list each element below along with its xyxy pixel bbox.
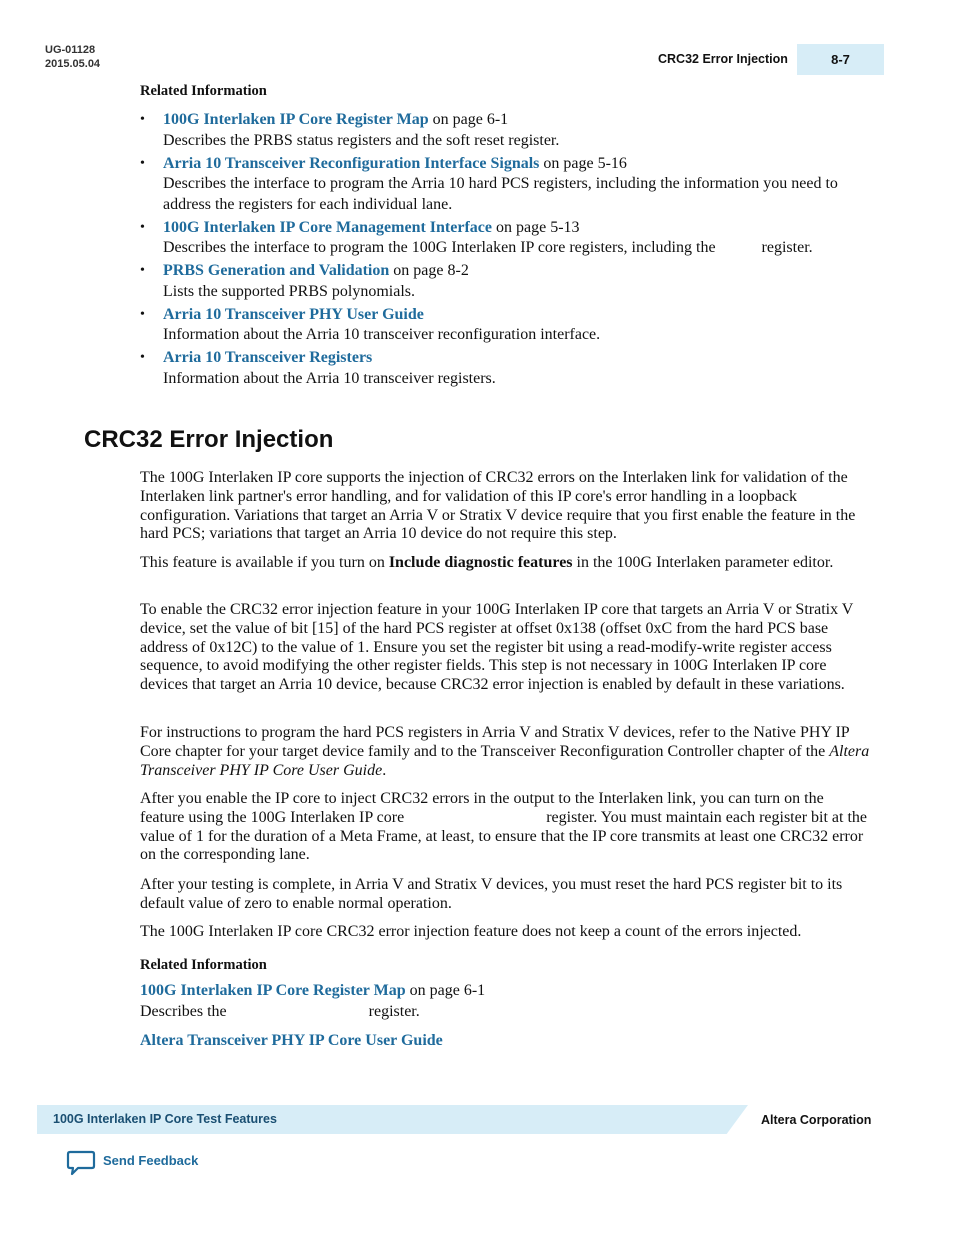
p4-text-after: . <box>382 761 387 779</box>
list-item <box>140 261 880 302</box>
paragraph-7-text: The 100G Interlaken IP core CRC32 error injection feature does not keep a count of the errors injected. <box>140 923 802 940</box>
related-info-list <box>140 110 880 392</box>
footer-chapter: 100G Interlaken IP Core Test Features <box>53 1112 277 1126</box>
item-description-end: register. <box>368 1003 420 1020</box>
list-item <box>140 110 880 151</box>
page-number: 8-7 <box>831 52 850 67</box>
doc-date: 2015.05.04 <box>45 58 101 70</box>
feedback-icon[interactable] <box>66 1150 96 1181</box>
paragraph-3-text: To enable the CRC32 error injection feature in your 100G Interlaken IP core that targets an Arria V or Stratix V device, set the value of bit [15] of the hard PCS register at offset 0x138 (offset 0xC from the hard PCS base address of 0x12C) to the value of 1. Ensure you set the register bit using a read-modify-write register access sequence, to avoid modifying the other register fields. This step is not necessary in 100G Interlaken IP core devices that target an Arria 10 device, because CRC32 error injection is enabled by default in these variations. <box>140 601 854 694</box>
page-ref: on page 5-16 <box>539 154 627 172</box>
p2-bold-option: Include diagnostic features <box>388 554 573 571</box>
item-description: Information about the Arria 10 transceiver reconfiguration interface. <box>163 326 601 343</box>
page-ref: on page 8-2 <box>389 262 469 279</box>
page-ref: on page 5-13 <box>491 218 580 236</box>
paragraph-5 <box>140 790 872 865</box>
paragraph-6-text: After your testing is complete, in Arria V and Stratix V devices, you must reset the hard PCS register bit to its default value of zero to enable normal operation. <box>140 876 843 912</box>
footer-company: Altera Corporation <box>761 1113 872 1127</box>
paragraph-4 <box>140 724 872 780</box>
doc-id-block <box>45 43 100 71</box>
link-register-map-bottom[interactable]: 100G Interlaken IP Core Register Map <box>140 982 406 999</box>
related-bottom-entry <box>140 980 840 1022</box>
related-bottom-entry-2 <box>140 1031 443 1050</box>
page-ref: on page 6-1 <box>405 982 486 999</box>
item-description: Lists the supported PRBS polynomials. <box>163 282 416 300</box>
item-description: Describes the <box>140 1003 227 1020</box>
related-info-heading-bottom: Related Information <box>140 957 267 973</box>
doc-id: UG-01128 <box>45 44 96 56</box>
paragraph-7 <box>140 923 872 942</box>
related-info-heading: Related Information <box>140 83 267 99</box>
p4-italic-title: Altera Transceiver PHY IP Core User Guide <box>140 742 870 779</box>
p5-text-before: After you enable the IP core to inject CRC32 errors in the output to the Interlaken link, you can turn on the feature using the 100G Interlaken IP core <box>140 790 824 826</box>
link-management-interface[interactable]: 100G Interlaken IP Core Management Interface <box>163 218 492 236</box>
link-altera-phy-user-guide[interactable]: Altera Transceiver PHY IP Core User Guide <box>140 1032 443 1049</box>
page-ref: on page 6-1 <box>428 111 509 128</box>
p2-text-after: in the 100G Interlaken parameter editor. <box>572 554 834 571</box>
item-description: Information about the Arria 10 transceiver registers. <box>163 369 496 387</box>
send-feedback-link[interactable]: Send Feedback <box>103 1153 199 1168</box>
p4-text-before: For instructions to program the hard PCS registers in Arria V and Stratix V devices, refer to the Native PHY IP Core chapter for your target device family and to the Transceiver Reconfiguration Controller chapter of the <box>140 724 850 760</box>
paragraph-1 <box>140 469 872 544</box>
list-item <box>140 305 880 346</box>
link-prbs-generation[interactable]: PRBS Generation and Validation <box>163 262 390 279</box>
list-item <box>140 218 880 259</box>
paragraph-1-text: The 100G Interlaken IP core supports the injection of CRC32 errors on the Interlaken link for validation of the Interlaken link partner's error handling, and for validation of this IP core's error handling in a loopback configuration. Variations that target an Arria V or Stratix V device require that you first enable the feature in the hard PCS; variations that target an Arria 10 device do not require this step. <box>140 469 856 543</box>
list-item <box>140 154 880 216</box>
link-transceiver-phy-user-guide[interactable]: Arria 10 Transceiver PHY User Guide <box>163 305 424 323</box>
item-description: Describes the interface to program the Arria 10 hard PCS registers, including the information you need to address the registers for each individual lane. <box>163 175 838 213</box>
link-register-map[interactable]: 100G Interlaken IP Core Register Map <box>163 111 429 128</box>
p2-text-before: This feature is available if you turn on <box>140 554 389 571</box>
item-description-end: register. <box>761 239 813 256</box>
paragraph-3 <box>140 601 872 695</box>
section-title: CRC32 Error Injection <box>84 426 334 453</box>
paragraph-6 <box>140 876 872 914</box>
link-transceiver-registers[interactable]: Arria 10 Transceiver Registers <box>163 349 373 366</box>
item-description: Describes the interface to program the 100G Interlaken IP core registers, including the <box>163 239 716 256</box>
p5-text-after: register. You must maintain each register bit at the value of 1 for the duration of a Meta Frame, at least, to ensure that the IP core transmits at least one CRC32 error on the corresponding lane. <box>140 808 868 864</box>
paragraph-2 <box>140 554 872 573</box>
header-section-title: CRC32 Error Injection <box>658 52 788 66</box>
list-item <box>140 348 880 389</box>
item-description: Describes the PRBS status registers and the soft reset register. <box>163 131 560 149</box>
link-reconfig-interface-signals[interactable]: Arria 10 Transceiver Reconfiguration Interface Signals <box>163 154 540 172</box>
